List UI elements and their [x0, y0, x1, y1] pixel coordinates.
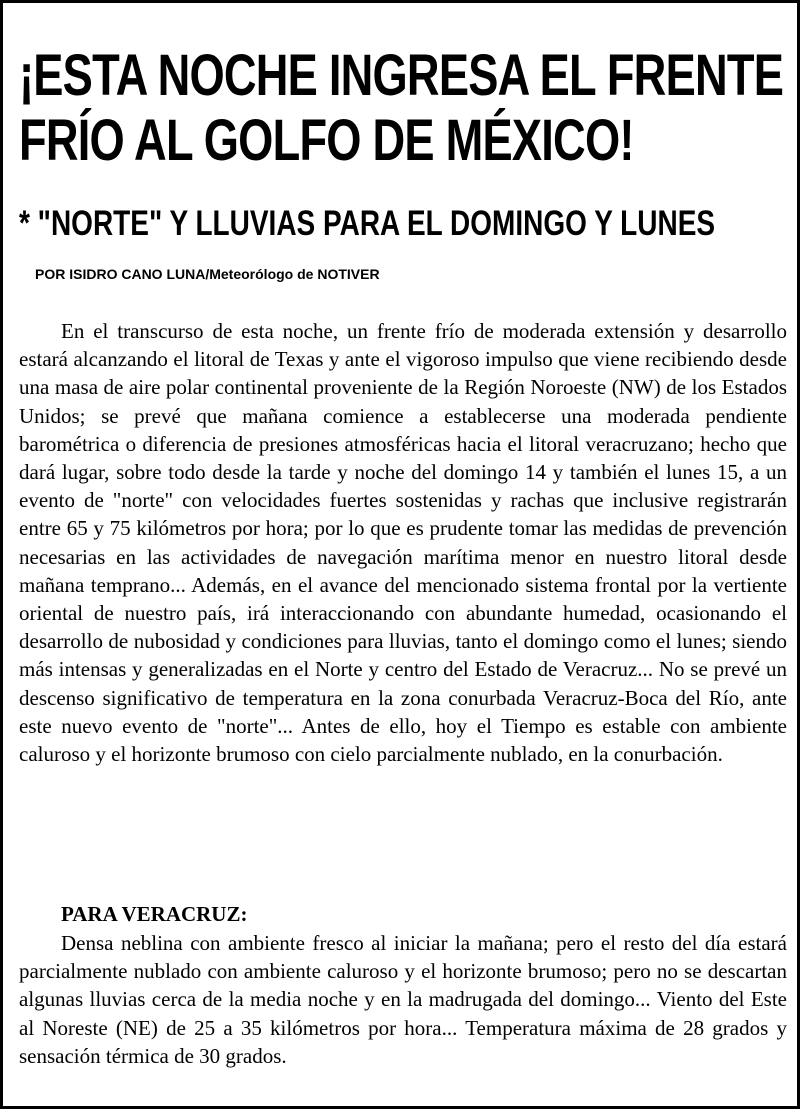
forecast-section [19, 929, 787, 1070]
headline-line-2: FRÍO AL GOLFO DE MÉXICO! [19, 108, 634, 173]
article-body [19, 317, 787, 768]
paragraph-1: En el transcurso de esta noche, un frente frío de moderada extensión y desarrollo estará alcanzando el litoral de Texas y ante el vigoroso impulso que viene recibiendo desde una masa de aire polar continental proveniente de la Región Noroeste (NW) de los Estados Unidos; se prevé que mañana comience a establecerse una moderada pendiente barométrica o diferencia de presiones atmosféricas hacia el litoral veracruzano; hecho que dará lugar, sobre todo desde la tarde y noche del domingo 14 y también el lunes 15, a un evento de "norte" con velocidades fuertes sostenidas y rachas que inclusive registrarán entre 65 y 75 kilómetros por hora; por lo que es prudente tomar las medidas de prevención necesarias en las actividades de navegación marítima menor en nuestro litoral desde mañana temprano... Además, en el avance del mencionado sistema frontal por la vertiente oriental de nuestro país, irá interaccionando con abundante humedad, ocasionando el desarrollo de nubosidad y condiciones para lluvias, tanto el domingo como el lunes; siendo más intensas y generalizadas en el Norte y centro del Estado de Veracruz... No se prevé un descenso significativo de temperatura en la zona conurbada Veracruz-Boca del Río, ante este nuevo evento de "norte"... Antes de ello, hoy el Tiempo es estable con ambiente caluroso y el horizonte brumoso con cielo parcialmente nublado, en la conurbación. [19, 319, 787, 767]
headline [19, 43, 784, 173]
byline: POR ISIDRO CANO LUNA/Meteorólogo de NOTIVER [35, 266, 380, 282]
paragraph-2: Densa neblina con ambiente fresco al iniciar la mañana; pero el resto del día estará parcialmente nublado con ambiente caluroso y el horizonte brumoso; pero no se descartan algunas lluvias cerca de la media noche y en la madrugada del domingo... Viento del Este al Noreste (NE) de 25 a 35 kilómetros por hora... Temperatura máxima de 28 grados y sensación térmica de 30 grados. [19, 931, 787, 1068]
subheadline: * "NORTE" Y LLUVIAS PARA EL DOMINGO Y LUNES [19, 204, 716, 243]
section-heading: PARA VERACRUZ: [61, 902, 248, 926]
headline-line-1: ¡ESTA NOCHE INGRESA EL FRENTE [19, 43, 784, 108]
